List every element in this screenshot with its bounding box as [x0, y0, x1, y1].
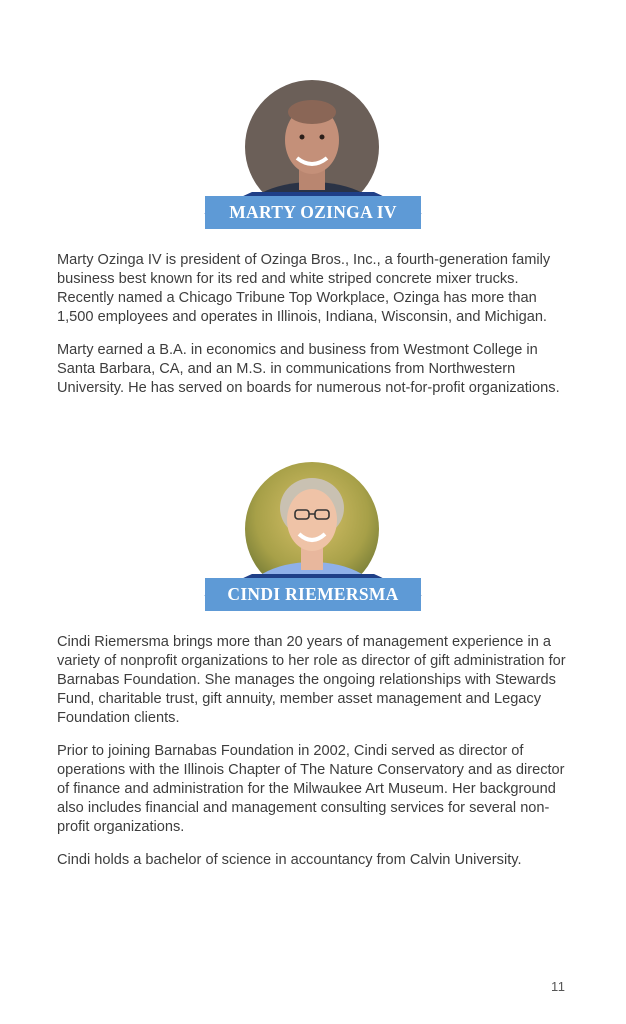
bio-paragraph: Prior to joining Barnabas Foundation in 2002, Cindi served as director of operations with the Illinois Chapter of The Nature Conservatory and as director of finance and administration for the Milwaukee Art Museum. Her background also includes financial and management consulting services for several non-profit organizations. [57, 743, 565, 835]
page-number: 11 [551, 979, 566, 994]
bio-paragraph: Marty Ozinga IV is president of Ozinga Bros., Inc., a fourth-generation family business best known for its red and white striped concrete mixer trucks. Recently named a Chicago Tribune Top Workplace, Ozinga has more than 1,500 employees and operates in Illinois, Indiana, Wisconsin, and Michigan. [57, 252, 551, 325]
bio-paragraph: Cindi holds a bachelor of science in accountancy from Calvin University. [57, 852, 522, 868]
bio-text [57, 633, 569, 870]
bio-paragraph: Marty earned a B.A. in economics and business from Westmont College in Santa Barbara, CA, and an M.S. in communications from Northwestern University. He has served on boards for numerous not-for-profit organizations. [57, 342, 560, 396]
person-name: MARTY OZINGA IV [205, 196, 421, 229]
bio-paragraph: Cindi Riemersma brings more than 20 years of management experience in a variety of nonprofit organizations to her role as director of gift administration for Barnabas Foundation. She manages the ongoing relationships with Stewards Fund, charitable trust, gift annuity, member asset management and Legacy Foundation clients. [57, 634, 566, 726]
portrait-block [0, 80, 626, 230]
portrait-block [0, 462, 626, 612]
person-name: CINDI RIEMERSMA [205, 578, 421, 611]
profile-marty-ozinga [0, 80, 626, 396]
profile-cindi-riemersma [0, 462, 626, 868]
bio-text [57, 251, 569, 398]
